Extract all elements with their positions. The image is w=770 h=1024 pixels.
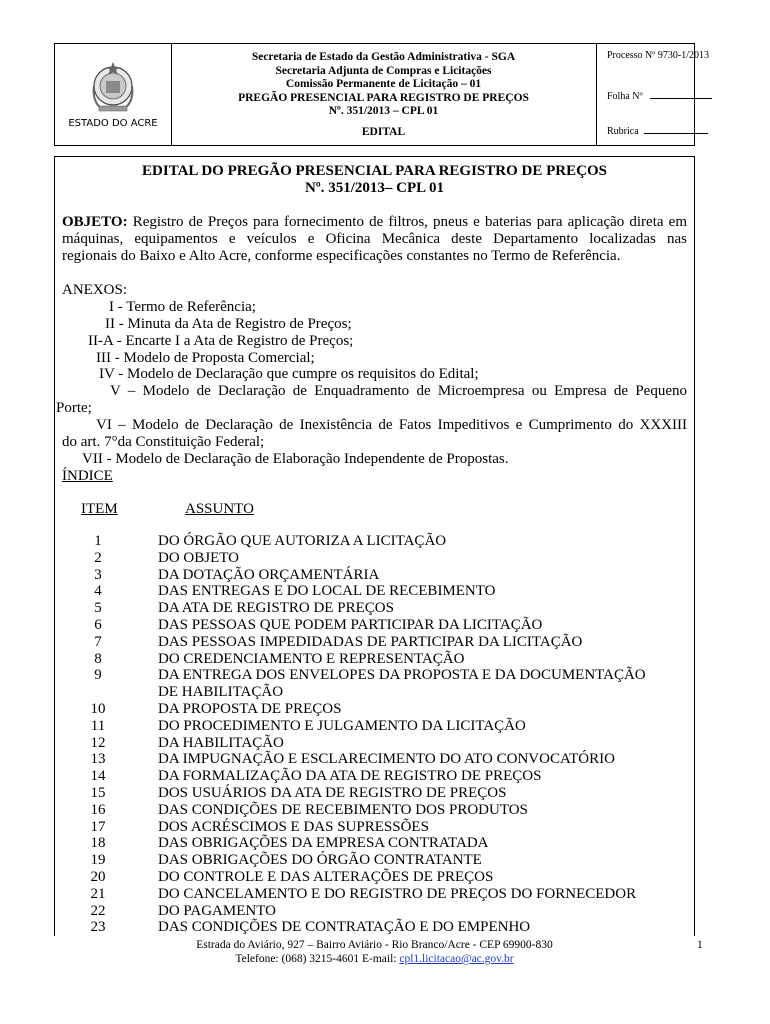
indice-row-number: 17 [90, 818, 106, 835]
indice-row-subject: DA PROPOSTA DE PREÇOS [158, 701, 342, 717]
anexos-heading: ANEXOS: [62, 282, 128, 298]
header-line: Secretaria Adjunta de Compras e Licitações [275, 64, 492, 77]
rubrica-field [607, 125, 708, 137]
folha-blank [650, 90, 712, 99]
folha-label: Folha Nº [607, 91, 643, 102]
header-logo-cell [55, 44, 172, 145]
indice-col-assunto: ASSUNTO [185, 501, 254, 517]
objeto-line: OBJETO: Registro de Preços para fornecimento de filtros, pneus e baterias para aplicação direta em [62, 214, 687, 230]
folha-field [607, 90, 712, 102]
indice-row-subject: DO CREDENCIAMENTO E REPRESENTAÇÃO [158, 650, 465, 667]
edital-title: EDITAL DO PREGÃO PRESENCIAL PARA REGISTRO DE PREÇOS [142, 163, 607, 179]
indice-row-subject: DAS CONDIÇÕES DE CONTRATAÇÃO E DO EMPENHO [158, 919, 531, 936]
page-number: 1 [697, 939, 703, 951]
objeto-line: regionais do Baixo e Alto Acre, conforme especificações constantes no Termo de Referência. [62, 248, 621, 264]
indice-heading: ÍNDICE [62, 468, 113, 484]
indice-row-subject: DOS ACRÉSCIMOS E DAS SUPRESSÕES [158, 818, 429, 835]
indice-row-number: 8 [94, 650, 102, 667]
indice-row-subject: DO CONTROLE E DAS ALTERAÇÕES DE PREÇOS [158, 869, 494, 885]
rubrica-label: Rubrica [607, 126, 639, 137]
header-title-cell [171, 44, 597, 145]
indice-row-number: 4 [94, 583, 102, 600]
indice-row-subject: DAS ENTREGAS E DO LOCAL DE RECEBIMENTO [158, 583, 496, 600]
footer-email-link[interactable]: cpl1.licitacao@ac.gov.br [399, 953, 514, 965]
indice-row-number: 22 [90, 902, 106, 919]
indice-row-number: 1 [94, 533, 102, 549]
anexo-item: VII - Modelo de Declaração de Elaboração Independente de Propostas. [82, 451, 509, 467]
indice-row-subject: DE HABILITAÇÃO [158, 684, 284, 701]
indice-row-subject: DA FORMALIZAÇÃO DA ATA DE REGISTRO DE PREÇOS [158, 768, 542, 785]
indice-row-subject: DA ENTREGA DOS ENVELOPES DA PROPOSTA E DA DOCUMENTAÇÃO [158, 667, 646, 684]
indice-row-number: 7 [94, 633, 102, 650]
indice-row-number: 11 [90, 717, 106, 734]
header-line: PREGÃO PRESENCIAL PARA REGISTRO DE PREÇOS [238, 91, 529, 104]
header-line: Nº. 351/2013 – CPL 01 [328, 105, 439, 117]
indice-row-number: 18 [90, 835, 106, 852]
anexo-item-continued: Porte; [56, 400, 92, 416]
footer-phone: Telefone: (068) 3215-4601 E-mail: [235, 953, 400, 965]
indice-row-subject: DA IMPUGNAÇÃO E ESCLARECIMENTO DO ATO CONVOCATÓRIO [158, 751, 615, 768]
indice-row-subject: DAS CONDIÇÕES DE RECEBIMENTO DOS PRODUTOS [158, 801, 528, 818]
anexo-item: V – Modelo de Declaração de Enquadramento de Microempresa ou Empresa de Pequeno [110, 383, 687, 399]
indice-row-number: 2 [94, 549, 102, 566]
indice-row-subject: DO OBJETO [158, 549, 239, 566]
anexo-item: II-A - Encarte I a Ata de Registro de Preços; [88, 333, 354, 349]
objeto-line: máquinas, equipamentos e veículos e Oficina Mecânica deste Departamento localizadas nas [62, 231, 687, 247]
anexo-item: I - Termo de Referência; [109, 299, 256, 315]
indice-row-subject: DAS PESSOAS QUE PODEM PARTICIPAR DA LICITAÇÃO [158, 617, 543, 633]
indice-row-subject: DA ATA DE REGISTRO DE PREÇOS [158, 600, 394, 617]
indice-row-number: 19 [90, 852, 106, 869]
indice-row-subject: DAS OBRIGAÇÕES DO ÓRGÃO CONTRATANTE [158, 852, 482, 869]
indice-row-number: 13 [90, 751, 106, 768]
objeto-label: OBJETO: [62, 214, 128, 230]
header-line: Comissão Permanente de Licitação – 01 [285, 78, 482, 90]
indice-row-subject: DOS USUÁRIOS DA ATA DE REGISTRO DE PREÇOS [158, 785, 507, 801]
indice-row-number: 21 [90, 885, 106, 902]
header-edital-label: EDITAL [361, 126, 406, 138]
indice-row-subject: DO PAGAMENTO [158, 902, 276, 919]
document-header [54, 43, 709, 146]
indice-row-subject: DA DOTAÇÃO ORÇAMENTÁRIA [158, 566, 380, 583]
indice-row-subject: DAS OBRIGAÇÕES DA EMPRESA CONTRATADA [158, 835, 489, 852]
footer-contact [54, 953, 695, 965]
indice-col-item: ITEM [81, 501, 118, 517]
anexo-item-continued: do art. 7°da Constituição Federal; [62, 434, 265, 450]
indice-row-number: 20 [90, 869, 106, 885]
indice-row-number: 9 [94, 667, 102, 684]
indice-row-number: 14 [90, 768, 106, 785]
estado-do-acre-label: ESTADO DO ACRE [68, 118, 158, 129]
indice-row-number: 6 [94, 617, 102, 633]
anexo-item: III - Modelo de Proposta Comercial; [96, 350, 315, 366]
indice-row-number: 16 [90, 801, 106, 818]
indice-row-subject: DAS PESSOAS IMPEDIDADAS DE PARTICIPAR DA LICITAÇÃO [158, 633, 583, 650]
header-line: Secretaria de Estado da Gestão Administrativa - SGA [251, 51, 516, 63]
indice-row-subject: DO CANCELAMENTO E DO REGISTRO DE PREÇOS DO FORNECEDOR [158, 885, 637, 902]
indice-row-subject: DO PROCEDIMENTO E JULGAMENTO DA LICITAÇÃO [158, 717, 526, 734]
state-seal-icon [91, 56, 135, 124]
edital-number: Nº. 351/2013– CPL 01 [304, 180, 445, 196]
anexo-item: VI – Modelo de Declaração de Inexistência de Fatos Impeditivos e Cumprimento do XXXIII [96, 417, 687, 433]
indice-row-number: 12 [90, 734, 106, 751]
header-process-cell [596, 44, 709, 145]
indice-row-number: 5 [94, 600, 102, 617]
indice-row-number: 15 [90, 785, 106, 801]
anexo-item: IV - Modelo de Declaração que cumpre os requisitos do Edital; [99, 366, 479, 382]
rubrica-blank [644, 125, 708, 134]
indice-row-number: 3 [94, 566, 102, 583]
footer-address: Estrada do Aviário, 927 – Bairro Aviário - Rio Branco/Acre - CEP 69900-830 [196, 939, 553, 951]
processo-number: Processo Nº 9730-1/2013 [607, 50, 709, 61]
indice-row-number: 10 [90, 701, 106, 717]
indice-row-subject: DA HABILITAÇÃO [158, 734, 284, 751]
indice-row-number: 23 [90, 919, 106, 936]
anexo-item: II - Minuta da Ata de Registro de Preços; [105, 316, 352, 332]
indice-row-subject: DO ÓRGÃO QUE AUTORIZA A LICITAÇÃO [158, 533, 447, 549]
